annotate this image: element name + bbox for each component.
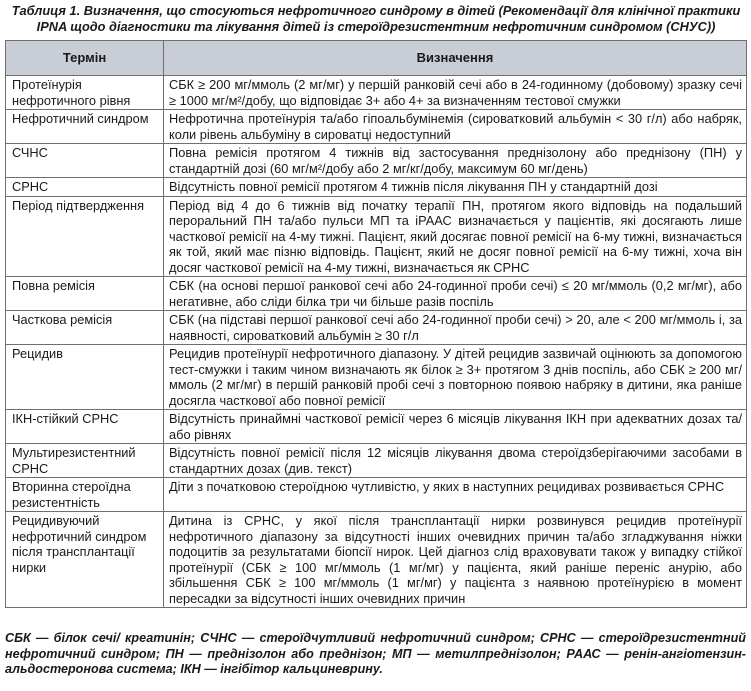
table-row bbox=[6, 144, 747, 178]
header-term: Термін bbox=[6, 41, 164, 76]
table-row bbox=[6, 110, 747, 144]
definition-cell: Дитина із СРНС, у якої після трансплантації нирки розвинувся рецидив протеїнурії нефротичного діапазону за відсутності інших очевидних причин та/або згладжування ніжки подоцитів за результатами біопсії нирок. Цей діагноз слід враховувати також у випадку стійкої протеїнурії (СБК ≥ 100 мг/ммоль (1 мг/мг) у пацієнта, який раніше переніс анурію, або збільшення СБК ≥ 100 мг/ммоль (1 мг/мг) у пацієнта з наявною протеїнурією в момент пересадки за відсутності інших очевидних причин bbox=[164, 512, 747, 608]
term-cell: Протеїнурія нефротичного рівня bbox=[6, 76, 164, 110]
definition-cell: Нефротична протеїнурія та/або гіпоальбумінемія (сироватковий альбумін < 30 г/л) або набряк, коли рівень альбуміну в сироватці недоступний bbox=[164, 110, 747, 144]
header-definition: Визначення bbox=[164, 41, 747, 76]
definition-cell: Період від 4 до 6 тижнів від початку терапії ПН, протягом якого відповідь на подальший пероральний ПН та/або пульси МП та іРААС визначається у пацієнтів, які досягають лише часткової ремісії на 4-му тижні. Пацієнт, який досягає повної ремісії на 6-му тижні, визначається як той, який має пізню відповідь. Пацієнт, який не досяг повної ремісії на 6-му тижні, хоча він досяг часткової ремісії на 4-му тижні, визначається як СРНС bbox=[164, 196, 747, 277]
definition-cell: Рецидив протеїнурії нефротичного діапазону. У дітей рецидив зазвичай оцінюють за допомогою тест-смужки і таким чином визначають як білок ≥ 3+ протягом 3 днів поспіль, або СБК ≥ 200 мг/ммоль (2 мг/мг) в першій ранковій пробі сечі з повторною появою набряку в дитини, яка раніше досягла часткової або повної ремісії bbox=[164, 345, 747, 410]
definition-cell: Діти з початковою стероїдною чутливістю, у яких в наступних рецидивах розвивається СРНС bbox=[164, 478, 747, 512]
table-footnote: СБК — білок сечі/ креатинін; СЧНС — стероїдчутливий нефротичний синдром; СРНС — стероїдрезистентний нефротичний синдром; ПН — преднізолон або преднізон; МП — метилпреднізолон; РААС — ренін-ангіотензин-альдостеронова система; ІКН — інгібітор кальциневрину. bbox=[5, 631, 746, 676]
definition-cell: Відсутність принаймні часткової ремісії через 6 місяців лікування ІКН при адекватних дозах та/або рівнях bbox=[164, 410, 747, 444]
term-cell: Вторинна стероїдна резистентність bbox=[6, 478, 164, 512]
table-row bbox=[6, 196, 747, 277]
definition-cell: Відсутність повної ремісії протягом 4 тижнів після лікування ПН у стандартній дозі bbox=[164, 178, 747, 197]
term-cell: Рецидивуючий нефротичний синдром після трансплантації нирки bbox=[6, 512, 164, 608]
table-row bbox=[6, 444, 747, 478]
table-row bbox=[6, 311, 747, 345]
table-row bbox=[6, 512, 747, 608]
definition-cell: Повна ремісія протягом 4 тижнів від застосування преднізолону або преднізону (ПН) у стандартній дозі (60 мг/м²/добу або 2 мг/кг/добу, максимум 60 мг/день) bbox=[164, 144, 747, 178]
table-row bbox=[6, 277, 747, 311]
term-cell: Часткова ремісія bbox=[6, 311, 164, 345]
definition-cell: Відсутність повної ремісії після 12 місяців лікування двома стероїдзберігаючими засобами в стандартних дозах (див. текст) bbox=[164, 444, 747, 478]
definition-cell: СБК (на підставі першої ранкової сечі або 24-годинної проби сечі) > 20, але < 200 мг/ммоль і, за наявності, сироватковий альбумін ≥ 30 г/л bbox=[164, 311, 747, 345]
term-cell: Мультирезистентний СРНС bbox=[6, 444, 164, 478]
term-cell: Рецидив bbox=[6, 345, 164, 410]
table-row bbox=[6, 345, 747, 410]
definition-cell: СБК (на основі першої ранкової сечі або 24-годинної проби сечі) ≤ 20 мг/ммоль (0,2 мг/мг), або негативне, або сліди білка три чи більше разів поспіль bbox=[164, 277, 747, 311]
table-row bbox=[6, 478, 747, 512]
term-cell: СЧНС bbox=[6, 144, 164, 178]
term-cell: Повна ремісія bbox=[6, 277, 164, 311]
caption-label: Таблиця 1. bbox=[11, 3, 81, 18]
table-header-row bbox=[6, 41, 747, 76]
definitions-table bbox=[5, 40, 747, 608]
table-row bbox=[6, 76, 747, 110]
term-cell: Період підтвердження bbox=[6, 196, 164, 277]
term-cell: Нефротичний синдром bbox=[6, 110, 164, 144]
term-cell: ІКН-стійкий СРНС bbox=[6, 410, 164, 444]
table-caption bbox=[6, 3, 746, 34]
term-cell: СРНС bbox=[6, 178, 164, 197]
caption-text: Визначення, що стосуються нефротичного синдрому в дітей (Рекомендації для клінічної практики IPNA щодо діагностики та лікування дітей із стероїдрезистентним нефротичним синдромом (СНУС)) bbox=[36, 3, 741, 34]
definition-cell: СБК ≥ 200 мг/ммоль (2 мг/мг) у першій ранковій сечі або в 24-годинному (добовому) зразку сечі ≥ 1000 мг/м²/добу, що відповідає 3+ або 4+ за визначенням тестової смужки bbox=[164, 76, 747, 110]
table-row bbox=[6, 178, 747, 197]
table-row bbox=[6, 410, 747, 444]
